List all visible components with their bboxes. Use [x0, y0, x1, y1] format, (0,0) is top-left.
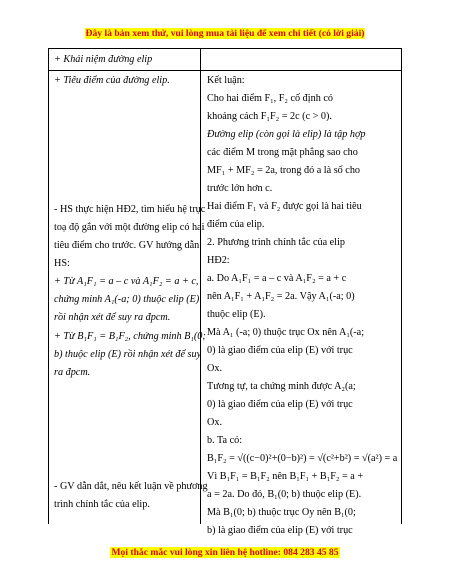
right-text-line: b. Ta có: — [207, 435, 243, 446]
right-formula-line: B₁F₂ = √((c−0)²+(0−b)²) = √(c²+b²) = √(a²) = a — [207, 453, 398, 464]
right-text-line: thuộc elip (E). — [207, 309, 266, 320]
hotline-text: Mọi thắc mắc vui lòng xin liên hệ hotline: 084 283 45 85 — [111, 547, 339, 558]
right-text-line: Mà A₁ (-a; 0) thuộc trục Ox nên A₁(-a; — [207, 327, 365, 338]
preview-notice-banner — [0, 28, 450, 39]
right-text-line: a. Do A₁F₁ = a – c và A₁F₂ = a + c — [207, 273, 347, 284]
left-hint-a-line: chứng minh A₁(-a; 0) thuộc elip (E) — [54, 294, 200, 305]
left-hint-b-line: b) thuộc elip (E) rồi nhận xét để suy — [54, 349, 202, 360]
right-text-line: HĐ2: — [207, 255, 230, 266]
right-text-line: điểm của elip. — [207, 219, 265, 230]
row-divider-left — [49, 70, 200, 71]
right-text-line: Ox. — [207, 417, 222, 428]
right-text-line: Mà B₁(0; b) thuộc trục Oy nên B₁(0; — [207, 507, 356, 518]
right-text-line: trước lớn hơn c. — [207, 183, 273, 194]
right-text-line: a = 2a. Do đó, B₁(0; b) thuộc elip (E). — [207, 489, 362, 500]
right-text-line: Tương tự, ta chứng minh được A₂(a; — [207, 381, 356, 392]
right-text-line: Kết luận: — [207, 75, 245, 86]
right-text-line: khoảng cách F₁F₂ = 2c (c > 0). — [207, 111, 332, 122]
left-conclusion-line: trình chính tắc của elip. — [54, 499, 150, 510]
left-hd2-line: HS: — [54, 258, 70, 269]
left-hint-b-line: + Từ B₁F₁ = B₁F₂, chứng minh B₁(0; — [54, 331, 206, 342]
right-text-line: b) là giao điểm của elip (E) với trục — [207, 525, 353, 536]
left-hd2-line: tiêu điểm cho trước. GV hướng dẫn — [54, 240, 200, 251]
left-hd2-line: toạ độ gắn với một đường elip có hai — [54, 222, 205, 233]
left-hint-a-line: rồi nhận xét để suy ra đpcm. — [54, 312, 171, 323]
left-hd2-line: - HS thực hiện HĐ2, tìm hiểu hệ trục — [54, 204, 206, 215]
preview-notice-text: Đây là bản xem thử, vui lòng mua tài liệu để xem chi tiết (có lời giải) — [85, 28, 365, 39]
right-text-line: các điểm M trong mặt phẳng sao cho — [207, 147, 358, 158]
left-text-focus: + Tiêu điểm của đường elip. — [54, 75, 170, 86]
left-text-concept: + Khái niệm đường elip — [54, 54, 153, 65]
right-text-line: 2. Phương trình chính tắc của elip — [207, 237, 345, 248]
hotline-banner — [0, 547, 450, 558]
left-conclusion-line: - GV dẫn dắt, nêu kết luận về phương — [54, 481, 208, 492]
right-text-line: MF₁ + MF₂ = 2a, trong đó a là số cho — [207, 165, 361, 176]
right-text-line: Vì B₁F₁ = B₁F₂ nên B₁F₁ + B₁F₂ = a + — [207, 471, 364, 482]
row-divider-right — [200, 70, 401, 71]
right-text-line: Ox. — [207, 363, 222, 374]
lesson-table — [48, 48, 402, 536]
right-text-line: 0) là giao điểm của elip (E) với trục — [207, 345, 353, 356]
left-hint-b-line: ra đpcm. — [54, 367, 91, 378]
column-divider — [200, 49, 201, 524]
right-text-line: nên A₁F₁ + A₁F₂ = 2a. Vậy A₁(-a; 0) — [207, 291, 355, 302]
right-text-line: 0) là giao điểm của elip (E) với trục — [207, 399, 353, 410]
left-hint-a-line: + Từ A₁F₁ = a – c và A₁F₂ = a + c, — [54, 276, 199, 287]
right-text-line: Hai điểm F₁ và F₂ được gọi là hai tiêu — [207, 201, 362, 212]
right-text-line: Cho hai điểm F₁, F₂ cố định có — [207, 93, 333, 104]
right-text-line: Đường elip (còn gọi là elip) là tập hợp — [207, 129, 366, 140]
